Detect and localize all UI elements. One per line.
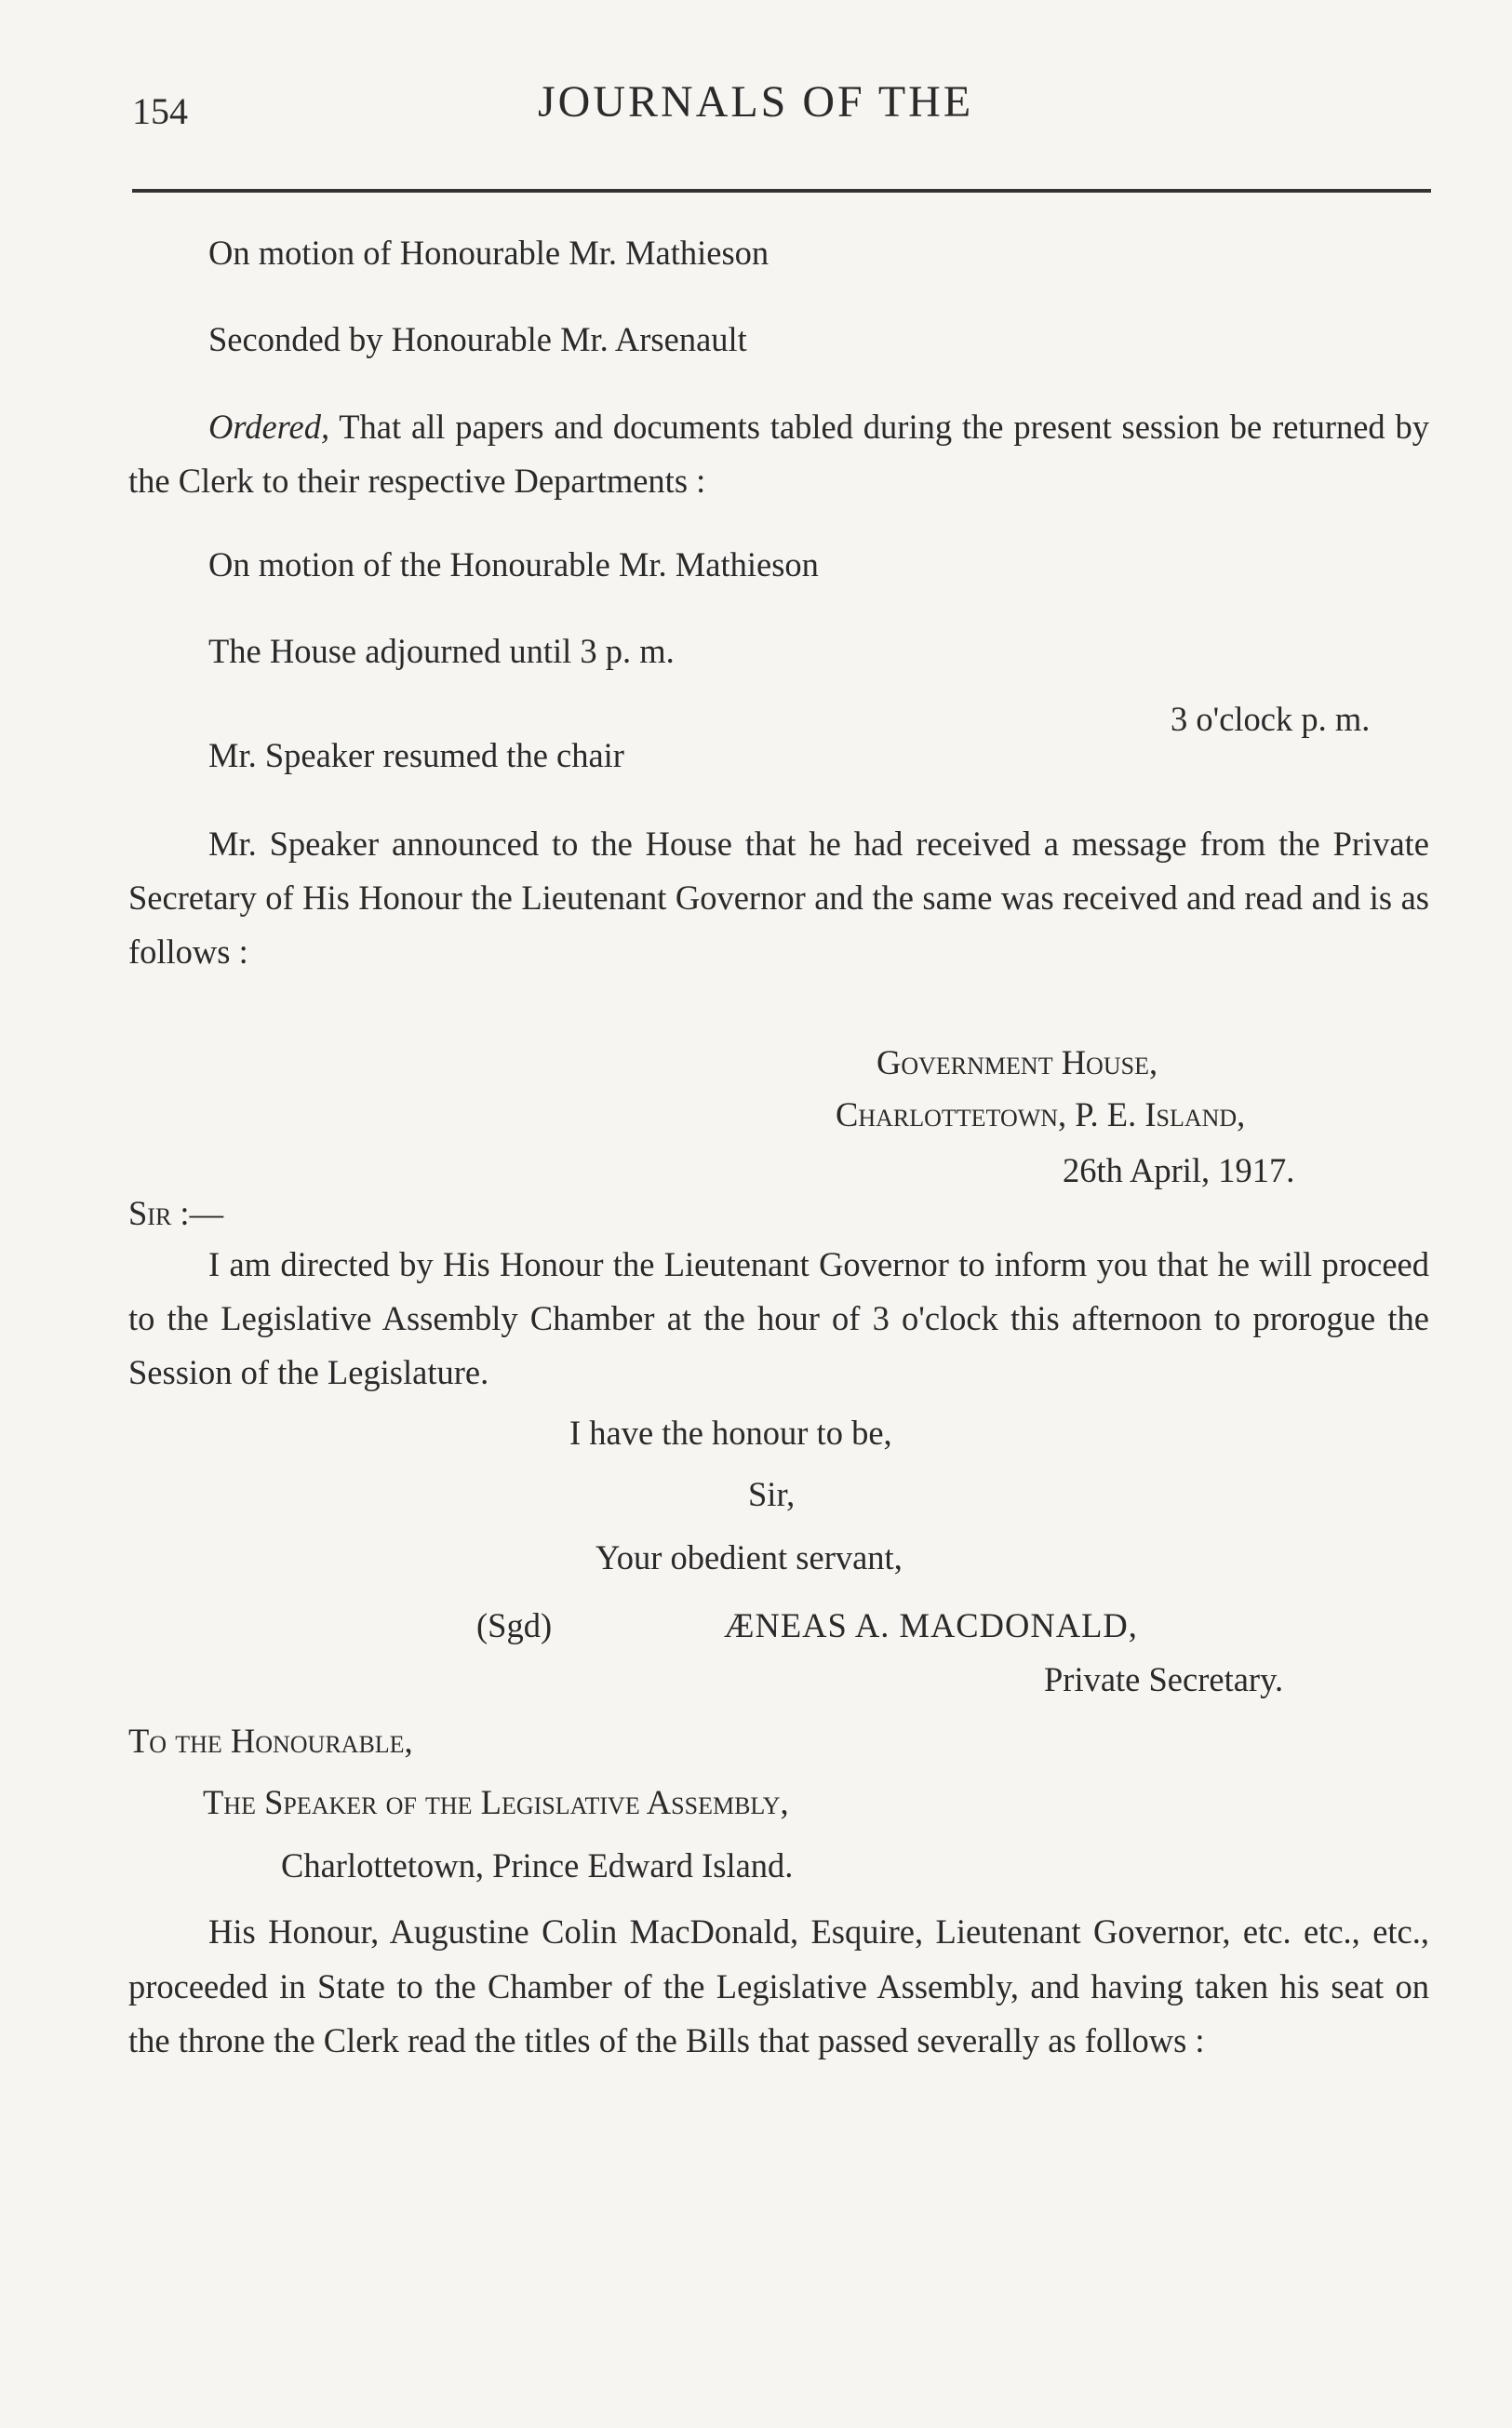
letter-date: 26th April, 1917. <box>1063 1151 1295 1189</box>
addressee-line-2: The Speaker of the Legislative Assembly, <box>203 1783 789 1821</box>
seconded-line: Seconded by Honourable Mr. Arsenault <box>208 320 747 358</box>
speaker-resumed-line: Mr. Speaker resumed the chair <box>208 736 624 774</box>
letter-closing-3: Your obedient servant, <box>595 1538 903 1576</box>
adjourned-line: The House adjourned until 3 p. m. <box>208 632 675 670</box>
header-rule <box>132 189 1431 193</box>
letter-closing-2: Sir, <box>748 1475 796 1513</box>
motion-line-2: On motion of the Honourable Mr. Mathieson <box>208 545 819 584</box>
signatory-title: Private Secretary. <box>1044 1660 1284 1698</box>
page-number: 154 <box>132 90 188 132</box>
signatory-name: ÆNEAS A. MACDONALD, <box>724 1606 1138 1644</box>
addressee-line-3: Charlottetown, Prince Edward Island. <box>281 1846 794 1885</box>
time-heading: 3 o'clock p. m. <box>1171 700 1371 738</box>
ordered-word: Ordered, <box>208 408 330 446</box>
ordered-text: That all papers and documents tabled during the present session be returned by the Clerk to their respective Departments : <box>128 408 1429 500</box>
addressee-line-1: To the Honourable, <box>128 1722 413 1760</box>
motion-line: On motion of Honourable Mr. Mathieson <box>208 234 769 272</box>
letter-body: I am directed by His Honour the Lieutenant Governor to inform you that he will proceed to the Legislative Assembly Chamber at the hour of 3 o'clock this afternoon to prorogue the Session of the Legislature. <box>128 1245 1429 1391</box>
letter-address-line-2: Charlottetown, P. E. Island, <box>836 1095 1246 1134</box>
running-title: JOURNALS OF THE <box>538 77 974 127</box>
letter-address-line-1: Government House, <box>876 1043 1158 1081</box>
letter-salutation: Sir :— <box>128 1194 224 1232</box>
ordered-paragraph <box>128 400 1429 508</box>
signature-sgd: (Sgd) <box>476 1606 553 1644</box>
closing-paragraph: His Honour, Augustine Colin MacDonald, Esquire, Lieutenant Governor, etc. etc., etc., proceeded in State to the Chamber of the Legislative Assembly, and having taken his seat on the throne the Clerk read the titles of the Bills that passed severally as follows : <box>128 1912 1429 2059</box>
speaker-announcement: Mr. Speaker announced to the House that he had received a message from the Private Secretary of His Honour the Lieutenant Governor and the same was received and read and is as follows : <box>128 825 1429 971</box>
letter-closing-1: I have the honour to be, <box>569 1414 892 1452</box>
